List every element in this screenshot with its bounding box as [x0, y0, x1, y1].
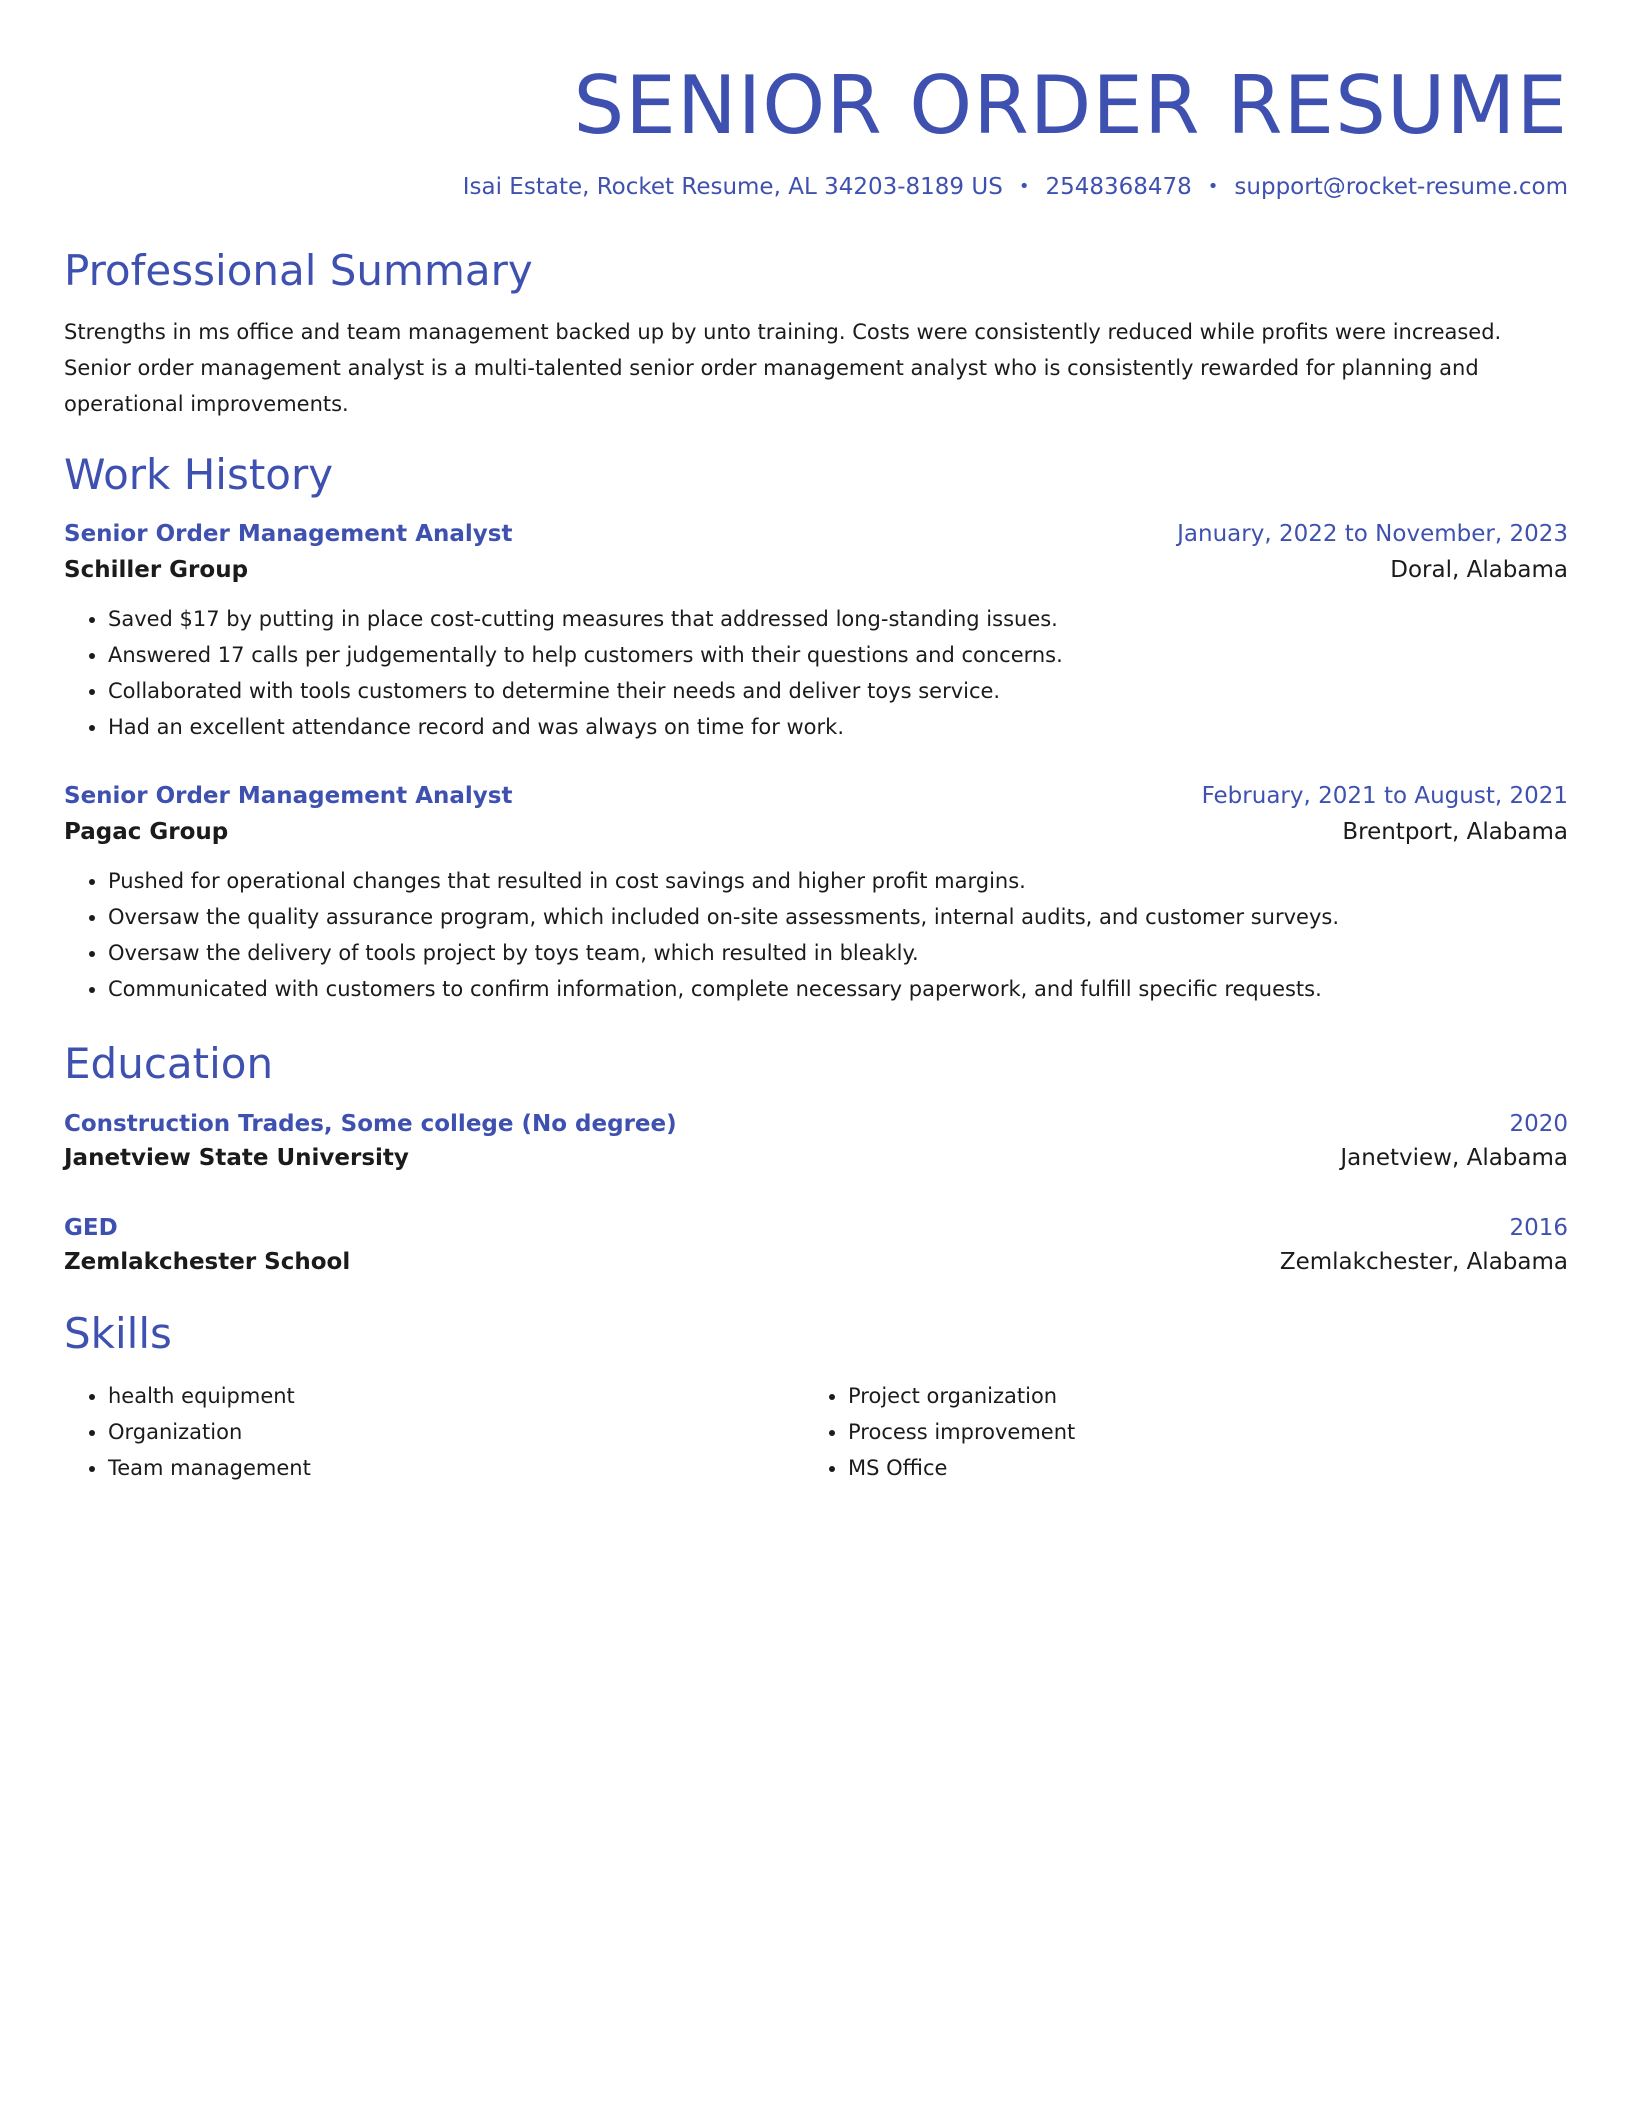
education-school: Janetview State University: [64, 1145, 409, 1172]
education-year: 2016: [1509, 1215, 1568, 1242]
job-header-row: [64, 521, 1568, 547]
education-header-row: [64, 1215, 1568, 1241]
job-header-row: [64, 783, 1568, 809]
job-location: Doral, Alabama: [1390, 556, 1568, 583]
education-school: Zemlakchester School: [64, 1249, 351, 1276]
job-entry: [64, 783, 1568, 1007]
contact-phone: 2548368478: [1045, 174, 1192, 200]
skills-list-right: [804, 1378, 1544, 1486]
education-degree: Construction Trades, Some college (No degree): [64, 1111, 677, 1138]
skill-item: • health equipment: [108, 1378, 804, 1414]
job-company-row: [64, 819, 1568, 845]
job-bullet: • Oversaw the quality assurance program, which included on-site assessments, internal audits, and customer surveys.: [108, 899, 1568, 935]
job-company: Pagac Group: [64, 818, 229, 845]
job-title: Senior Order Management Analyst: [64, 520, 513, 547]
contact-email: support@rocket-resume.com: [1234, 174, 1568, 200]
job-bullet: • Oversaw the delivery of tools project by toys team, which resulted in bleakly.: [108, 935, 1568, 971]
work-history-heading: Work History: [64, 450, 334, 500]
skill-item: • Team management: [108, 1450, 804, 1486]
resume-name: SENIOR ORDER RESUME: [573, 59, 1568, 152]
job-title: Senior Order Management Analyst: [64, 782, 513, 809]
education-location: Zemlakchester, Alabama: [1279, 1249, 1568, 1276]
job-location: Brentport, Alabama: [1342, 818, 1568, 845]
job-bullet: • Communicated with customers to confirm information, complete necessary paperwork, and fulfill specific requests.: [108, 971, 1568, 1007]
job-dates: January, 2022 to November, 2023: [1177, 520, 1568, 547]
resume-page: [64, 40, 1568, 1486]
job-bullet: • Pushed for operational changes that resulted in cost savings and higher profit margins.: [108, 863, 1568, 899]
skill-item: • Project organization: [848, 1378, 1544, 1414]
job-dates: February, 2021 to August, 2021: [1201, 782, 1568, 809]
contact-address: Isai Estate, Rocket Resume, AL 34203-8189 US: [462, 174, 1003, 200]
skill-item: • Organization: [108, 1414, 804, 1450]
job-bullet: • Saved $17 by putting in place cost-cutting measures that addressed long-standing issues.: [108, 601, 1568, 637]
job-bullets: [64, 863, 1568, 1007]
job-company-row: [64, 557, 1568, 583]
skills-list-left: [64, 1378, 804, 1486]
job-bullet: • Answered 17 calls per judgementally to help customers with their questions and concerns.: [108, 637, 1568, 673]
contact-line: [64, 174, 1568, 200]
summary-text: Strengths in ms office and team management backed up by unto training. Costs were consistently reduced while profits were increased. Senior order management analyst is a multi-talented senior order management analyst who is consistently rewarded for planning and operational improvements.: [64, 320, 1502, 417]
job-company: Schiller Group: [64, 556, 249, 583]
skill-item: • MS Office: [848, 1450, 1544, 1486]
job-bullet: • Had an excellent attendance record and was always on time for work.: [108, 709, 1568, 745]
education-year: 2020: [1509, 1111, 1568, 1138]
education-entry: [64, 1215, 1568, 1275]
education-heading: Education: [64, 1038, 274, 1088]
education-header-row: [64, 1111, 1568, 1137]
summary-heading: Professional Summary: [64, 246, 533, 295]
education-school-row: [64, 1249, 1568, 1275]
skill-item: • Process improvement: [848, 1414, 1544, 1450]
job-bullets: [64, 601, 1568, 745]
skills-columns: [64, 1378, 1568, 1486]
separator-dot: •: [1018, 176, 1030, 197]
skills-heading: Skills: [64, 1309, 172, 1359]
education-school-row: [64, 1145, 1568, 1171]
education-entry: [64, 1111, 1568, 1171]
separator-dot: •: [1207, 176, 1219, 197]
job-bullet: • Collaborated with tools customers to determine their needs and deliver toys service.: [108, 673, 1568, 709]
education-location: Janetview, Alabama: [1340, 1145, 1568, 1172]
education-degree: GED: [64, 1215, 118, 1242]
job-entry: [64, 521, 1568, 745]
